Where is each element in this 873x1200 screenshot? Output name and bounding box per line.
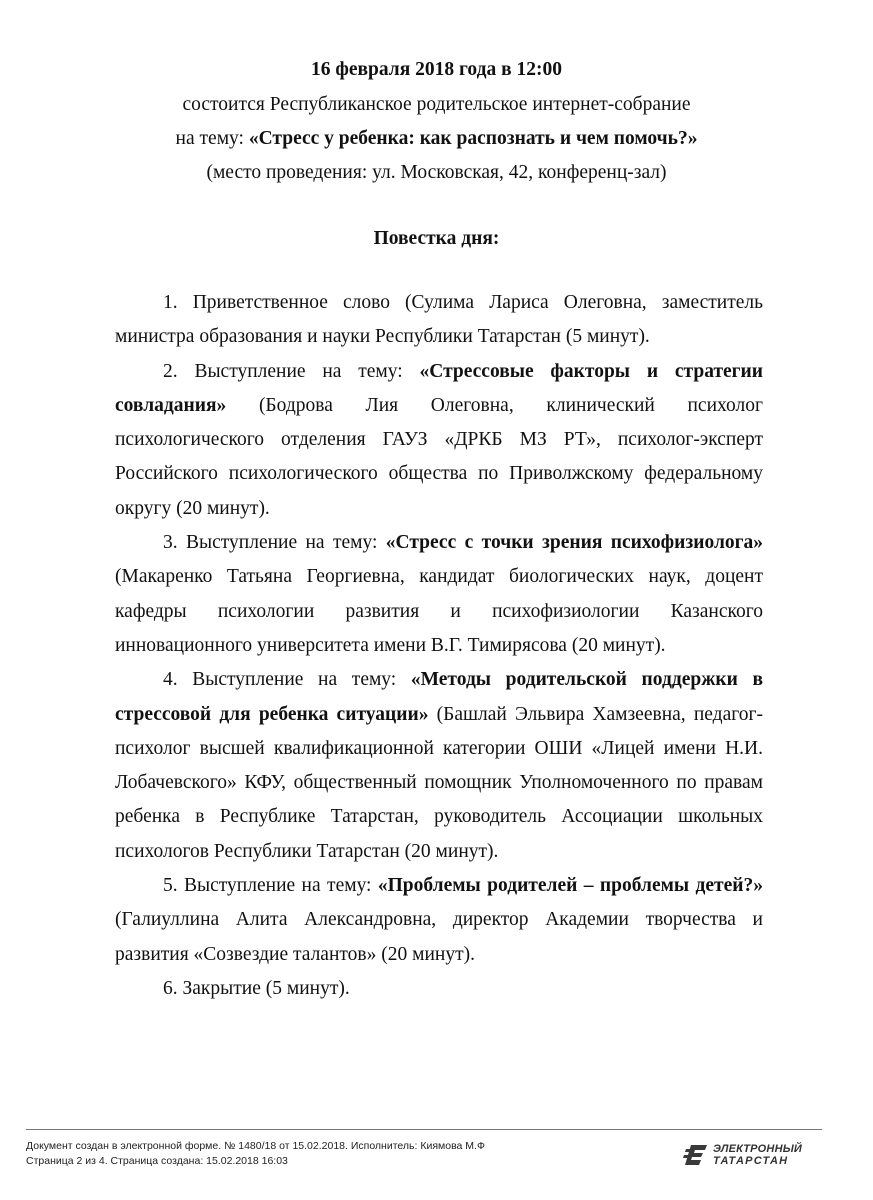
agenda-item-text: Приветственное слово (Сулима Лариса Олеговна, заместитель министра образования и науки Республики Татарстан (5 минут). [115,292,764,348]
agenda-item-text: Закрытие (5 минут). [182,977,350,999]
logo-text-line1: ЭЛЕКТРОННЫЙ [713,1143,803,1155]
agenda-item-number: 1. [163,292,178,313]
agenda-item [115,526,763,663]
agenda-item-text: Выступление на тему: [184,875,378,897]
agenda-item-topic: «Стресс с точки зрения психофизиолога» [385,532,763,554]
agenda-item-speaker: (Башлай Эльвира Хамзеевна, педагог-психолог высшей квалификационной категории ОШИ «Лицей имени Н.И. Лобачевского» КФУ, общественный помощник Уполномоченного по правам ребенка в Республике Татарстан, руководитель Ассоциации школьных психологов Республики Татарстан (20 минут). [115,703,763,862]
agenda-item-speaker: (Бодрова Лия Олеговна, клинический психолог психологического отделения ГАУЗ «ДРКБ МЗ РТ», психолог-эксперт Российского психологического общества по Приволжскому федеральному округу (20 минут). [115,394,763,519]
agenda-item [115,972,763,1006]
agenda-item-number: 2. [163,360,178,382]
agenda-item-text: Выступление на тему: [194,360,420,382]
agenda-item-topic: «Стрессовые факторы и стратегии совладания» [115,360,764,416]
footer-page-info: Страница 2 из 4. Страница создана: 15.02.2018 16:03 [26,1155,288,1167]
meeting-date: 16 февраля 2018 года в 12:00 [310,59,562,80]
agenda-item-text: Выступление на тему: [186,532,386,554]
agenda-item [115,355,763,526]
meeting-topic-prefix: на тему: [175,128,249,149]
agenda-item-topic: «Методы родительской поддержки в стрессовой для ребенка ситуации» [115,669,763,725]
electronic-tatarstan-logo [683,1141,823,1171]
agenda-item [115,663,763,869]
agenda-item [115,286,763,355]
agenda-item-number: 3. [163,532,178,554]
electronic-tatarstan-logo-icon [683,1143,709,1167]
logo-text-line2: ТАТАРСТАН [713,1155,789,1167]
agenda-item [115,869,763,972]
footer-document-info: Документ создан в электронной форме. № 1480/18 от 15.02.2018. Исполнитель: Киямова М.Ф [26,1140,485,1152]
agenda-title: Повестка дня: [373,228,500,249]
agenda-item-text: Выступление на тему: [192,669,411,691]
agenda-item-number: 6. [163,977,178,999]
meeting-announcement: состоится Республиканское родительское интернет-собрание [182,94,691,115]
footer-divider [26,1129,822,1130]
agenda-item-topic: «Проблемы родителей – проблемы детей?» [377,875,764,897]
agenda-item-speaker: (Макаренко Татьяна Георгиевна, кандидат биологических наук, доцент кафедры психологии развития и психофизиологии Казанского инновационного университета имени В.Г. Тимирясова (20 минут). [115,566,763,656]
agenda-item-speaker: (Галиуллина Алита Александровна, директор Академии творчества и развития «Созвездие талантов» (20 минут). [115,909,763,965]
meeting-topic-line [0,127,873,151]
agenda-list [115,286,763,1006]
agenda-item-number: 5. [163,875,178,897]
agenda-item-number: 4. [163,669,178,691]
meeting-topic: «Стресс у ребенка: как распознать и чем помочь?» [248,128,698,149]
meeting-venue: (место проведения: ул. Московская, 42, конференц-зал) [206,162,667,183]
